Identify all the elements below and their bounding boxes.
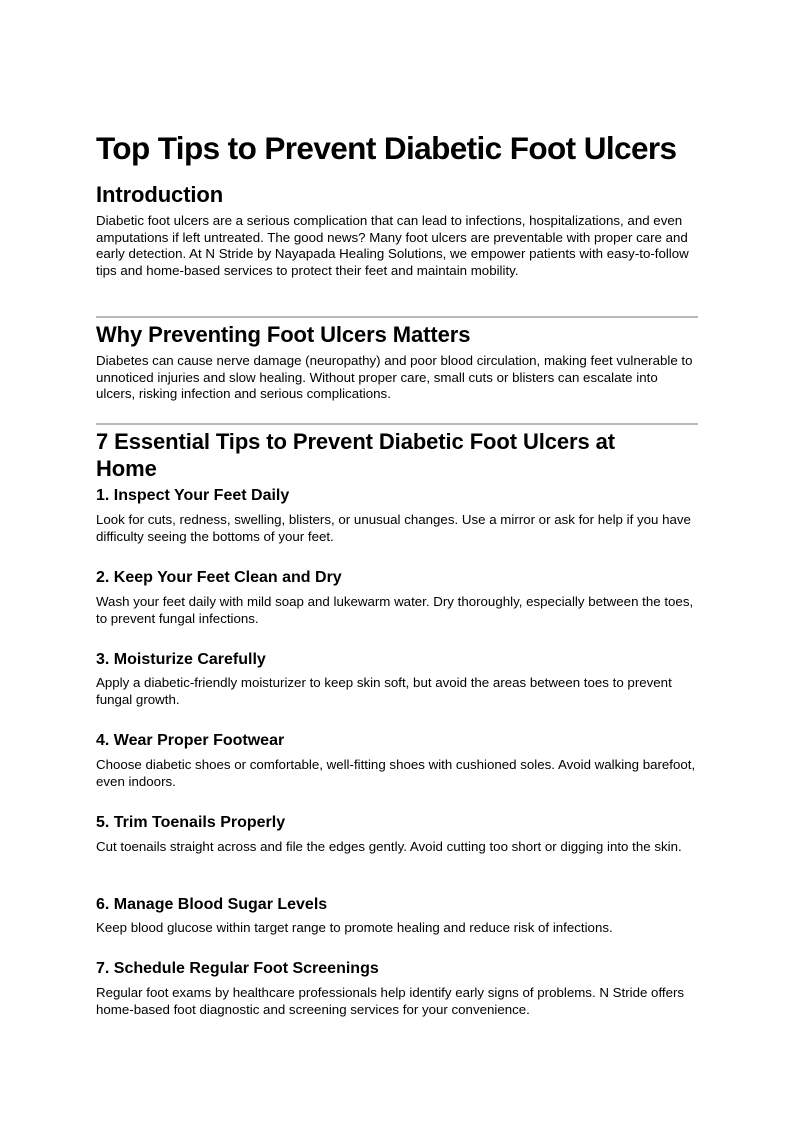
tip-title: 4. Wear Proper Footwear bbox=[96, 732, 285, 749]
tip-title: 1. Inspect Your Feet Daily bbox=[96, 487, 290, 504]
tip-title: 6. Manage Blood Sugar Levels bbox=[96, 896, 328, 913]
tip-title: 3. Moisturize Carefully bbox=[96, 651, 266, 668]
tips-heading: 7 Essential Tips to Prevent Diabetic Foot Ulcers at Home bbox=[96, 429, 615, 481]
tip-body: Keep blood glucose within target range to promote healing and reduce risk of infections. bbox=[96, 920, 613, 935]
tip-body: Regular foot exams by healthcare professionals help identify early signs of problems. N Stride offers home-based foot diagnostic and screening services for your convenience. bbox=[96, 985, 685, 1017]
tip-body: Cut toenails straight across and file the edges gently. Avoid cutting too short or digging into the skin. bbox=[96, 839, 682, 854]
why-paragraph: Diabetes can cause nerve damage (neuropathy) and poor blood circulation, making feet vulnerable to unnoticed injuries and slow healing. Without proper care, small cuts or blisters can escalate into ulcers, risking infection and serious complications. bbox=[96, 353, 693, 402]
tip-body: Wash your feet daily with mild soap and lukewarm water. Dry thoroughly, especially between the toes, to prevent fungal infections. bbox=[96, 594, 694, 626]
page-title: Top Tips to Prevent Diabetic Foot Ulcers bbox=[96, 130, 677, 166]
tip-body: Choose diabetic shoes or comfortable, well-fitting shoes with cushioned soles. Avoid walking barefoot, even indoors. bbox=[96, 757, 696, 789]
tip-title: 7. Schedule Regular Foot Screenings bbox=[96, 960, 379, 977]
section-divider bbox=[96, 316, 698, 318]
why-heading: Why Preventing Foot Ulcers Matters bbox=[96, 322, 471, 347]
tip-title: 5. Trim Toenails Properly bbox=[96, 814, 286, 831]
section-divider bbox=[96, 423, 698, 425]
intro-paragraph: Diabetic foot ulcers are a serious complication that can lead to infections, hospitalizations, and even amputations if left untreated. The good news? Many foot ulcers are preventable with proper care and early detection. At N Stride by Nayapada Healing Solutions, we empower patients with easy-to-follow tips and home-based services to protect their feet and maintain mobility. bbox=[96, 213, 689, 278]
tip-body: Apply a diabetic-friendly moisturizer to keep skin soft, but avoid the areas between toes to prevent fungal growth. bbox=[96, 675, 672, 707]
tip-body: Look for cuts, redness, swelling, blisters, or unusual changes. Use a mirror or ask for help if you have difficulty seeing the bottoms of your feet. bbox=[96, 512, 691, 544]
intro-heading: Introduction bbox=[96, 182, 224, 207]
tip-title: 2. Keep Your Feet Clean and Dry bbox=[96, 569, 342, 586]
